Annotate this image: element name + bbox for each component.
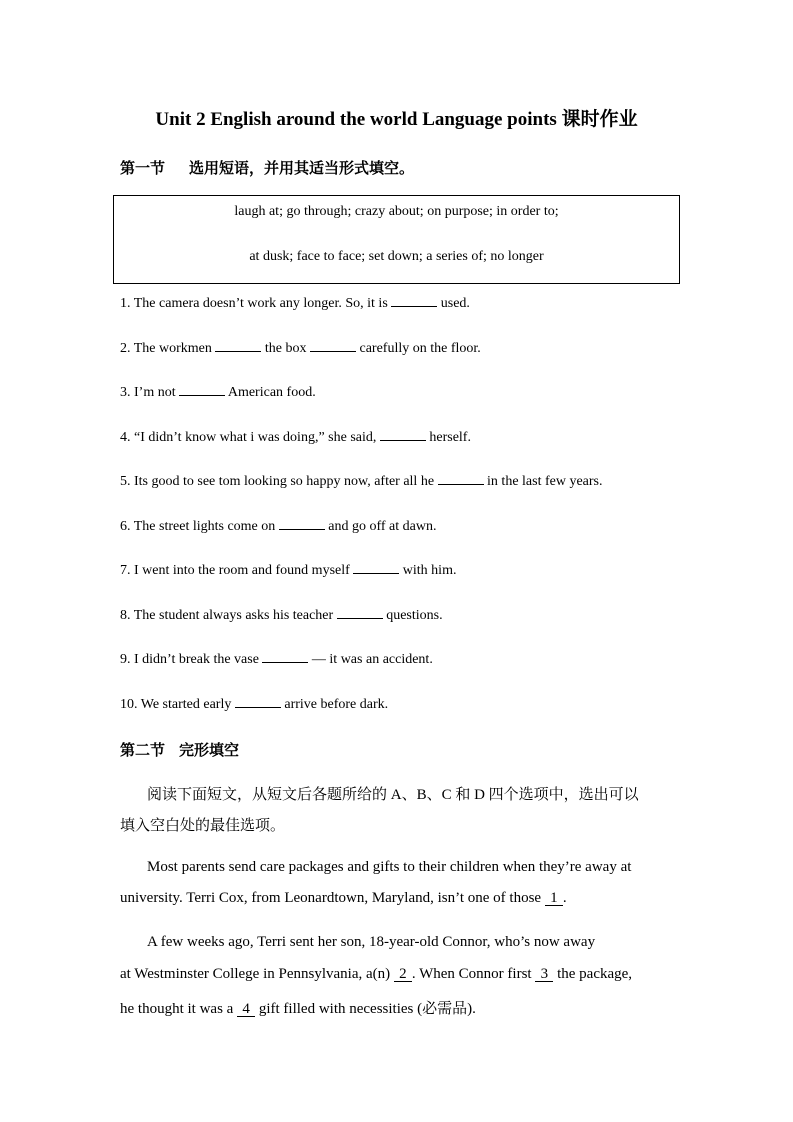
- question-9: [120, 650, 433, 668]
- section-1-label: 第一节: [120, 161, 166, 177]
- question-text: 6. The street lights come on: [120, 519, 276, 534]
- question-text: 10. We started early: [120, 697, 232, 712]
- phrase-line-2: at dusk; face to face; set down; a series of; no longer: [249, 249, 544, 264]
- answer-blank: [353, 561, 399, 574]
- answer-blank: [438, 472, 484, 485]
- cloze-blank-1: 1: [545, 891, 563, 906]
- question-text: — it was an accident.: [311, 652, 433, 667]
- answer-blank: [235, 695, 281, 708]
- question-text: the box: [264, 341, 307, 356]
- passage-text: the package,: [557, 966, 633, 982]
- question-text: carefully on the floor.: [359, 341, 481, 356]
- answer-blank: [380, 428, 426, 441]
- question-text: herself.: [429, 430, 471, 445]
- question-text: 3. I’m not: [120, 385, 176, 400]
- passage-text: he thought it was a: [120, 1001, 234, 1017]
- question-text: 5. Its good to see tom looking so happy now, after all he: [120, 474, 435, 489]
- passage-line: [120, 997, 476, 1018]
- page-title: Unit 2 English around the world Language points 课时作业: [155, 109, 638, 130]
- section-2-heading: [120, 739, 239, 760]
- phrase-box: [113, 195, 680, 284]
- question-4: [120, 428, 471, 446]
- question-text: 7. I went into the room and found myself: [120, 563, 350, 578]
- section-2-label: 第二节: [120, 743, 166, 759]
- passage-text: .: [562, 890, 567, 906]
- question-text: 8. The student always asks his teacher: [120, 608, 334, 623]
- section-1-instruction: 选用短语，并用其适当形式填空。: [189, 161, 415, 177]
- question-3: [120, 383, 316, 401]
- phrase-line-1: laugh at; go through; crazy about; on purpose; in order to;: [234, 204, 559, 219]
- question-5: [120, 472, 603, 490]
- cloze-blank-4: 4: [237, 1002, 255, 1017]
- passage-line: Most parents send care packages and gifts to their children when they’re away at: [147, 859, 632, 875]
- answer-blank: [310, 339, 356, 352]
- question-8: [120, 606, 443, 624]
- question-text: used.: [440, 296, 470, 311]
- passage-text: gift filled with necessities (必需品).: [258, 1001, 476, 1017]
- instruction-line-1: 阅读下面短文，从短文后各题所给的 A、B、C 和 D 四个选项中，选出可以: [147, 787, 639, 803]
- question-text: American food.: [227, 385, 316, 400]
- question-text: 2. The workmen: [120, 341, 212, 356]
- passage-text: . When Connor first: [411, 966, 532, 982]
- question-text: with him.: [402, 563, 457, 578]
- question-text: and go off at dawn.: [328, 519, 437, 534]
- answer-blank: [391, 294, 437, 307]
- section-1-heading: [120, 157, 414, 178]
- instruction-line-2: 填入空白处的最佳选项。: [120, 818, 286, 834]
- question-2: [120, 339, 481, 357]
- section-2-title: 完形填空: [179, 743, 240, 759]
- cloze-blank-3: 3: [535, 967, 553, 982]
- question-text: 9. I didn’t break the vase: [120, 652, 259, 667]
- question-7: [120, 561, 456, 579]
- question-text: 4. “I didn’t know what i was doing,” she said,: [120, 430, 377, 445]
- question-text: arrive before dark.: [284, 697, 389, 712]
- question-text: in the last few years.: [487, 474, 603, 489]
- question-text: 1. The camera doesn’t work any longer. So, it is: [120, 296, 388, 311]
- passage-line: [120, 890, 567, 907]
- cloze-blank-2: 2: [394, 967, 412, 982]
- passage-text: university. Terri Cox, from Leonardtown, Maryland, isn’t one of those: [120, 890, 542, 906]
- question-1: [120, 294, 470, 312]
- passage-text: at Westminster College in Pennsylvania, a(n): [120, 966, 391, 982]
- answer-blank: [279, 517, 325, 530]
- question-6: [120, 517, 436, 535]
- answer-blank: [179, 383, 225, 396]
- answer-blank: [262, 650, 308, 663]
- passage-line: [120, 966, 632, 983]
- answer-blank: [215, 339, 261, 352]
- question-text: questions.: [386, 608, 443, 623]
- answer-blank: [337, 606, 383, 619]
- question-10: [120, 695, 388, 713]
- passage-line: A few weeks ago, Terri sent her son, 18-year-old Connor, who’s now away: [147, 934, 596, 950]
